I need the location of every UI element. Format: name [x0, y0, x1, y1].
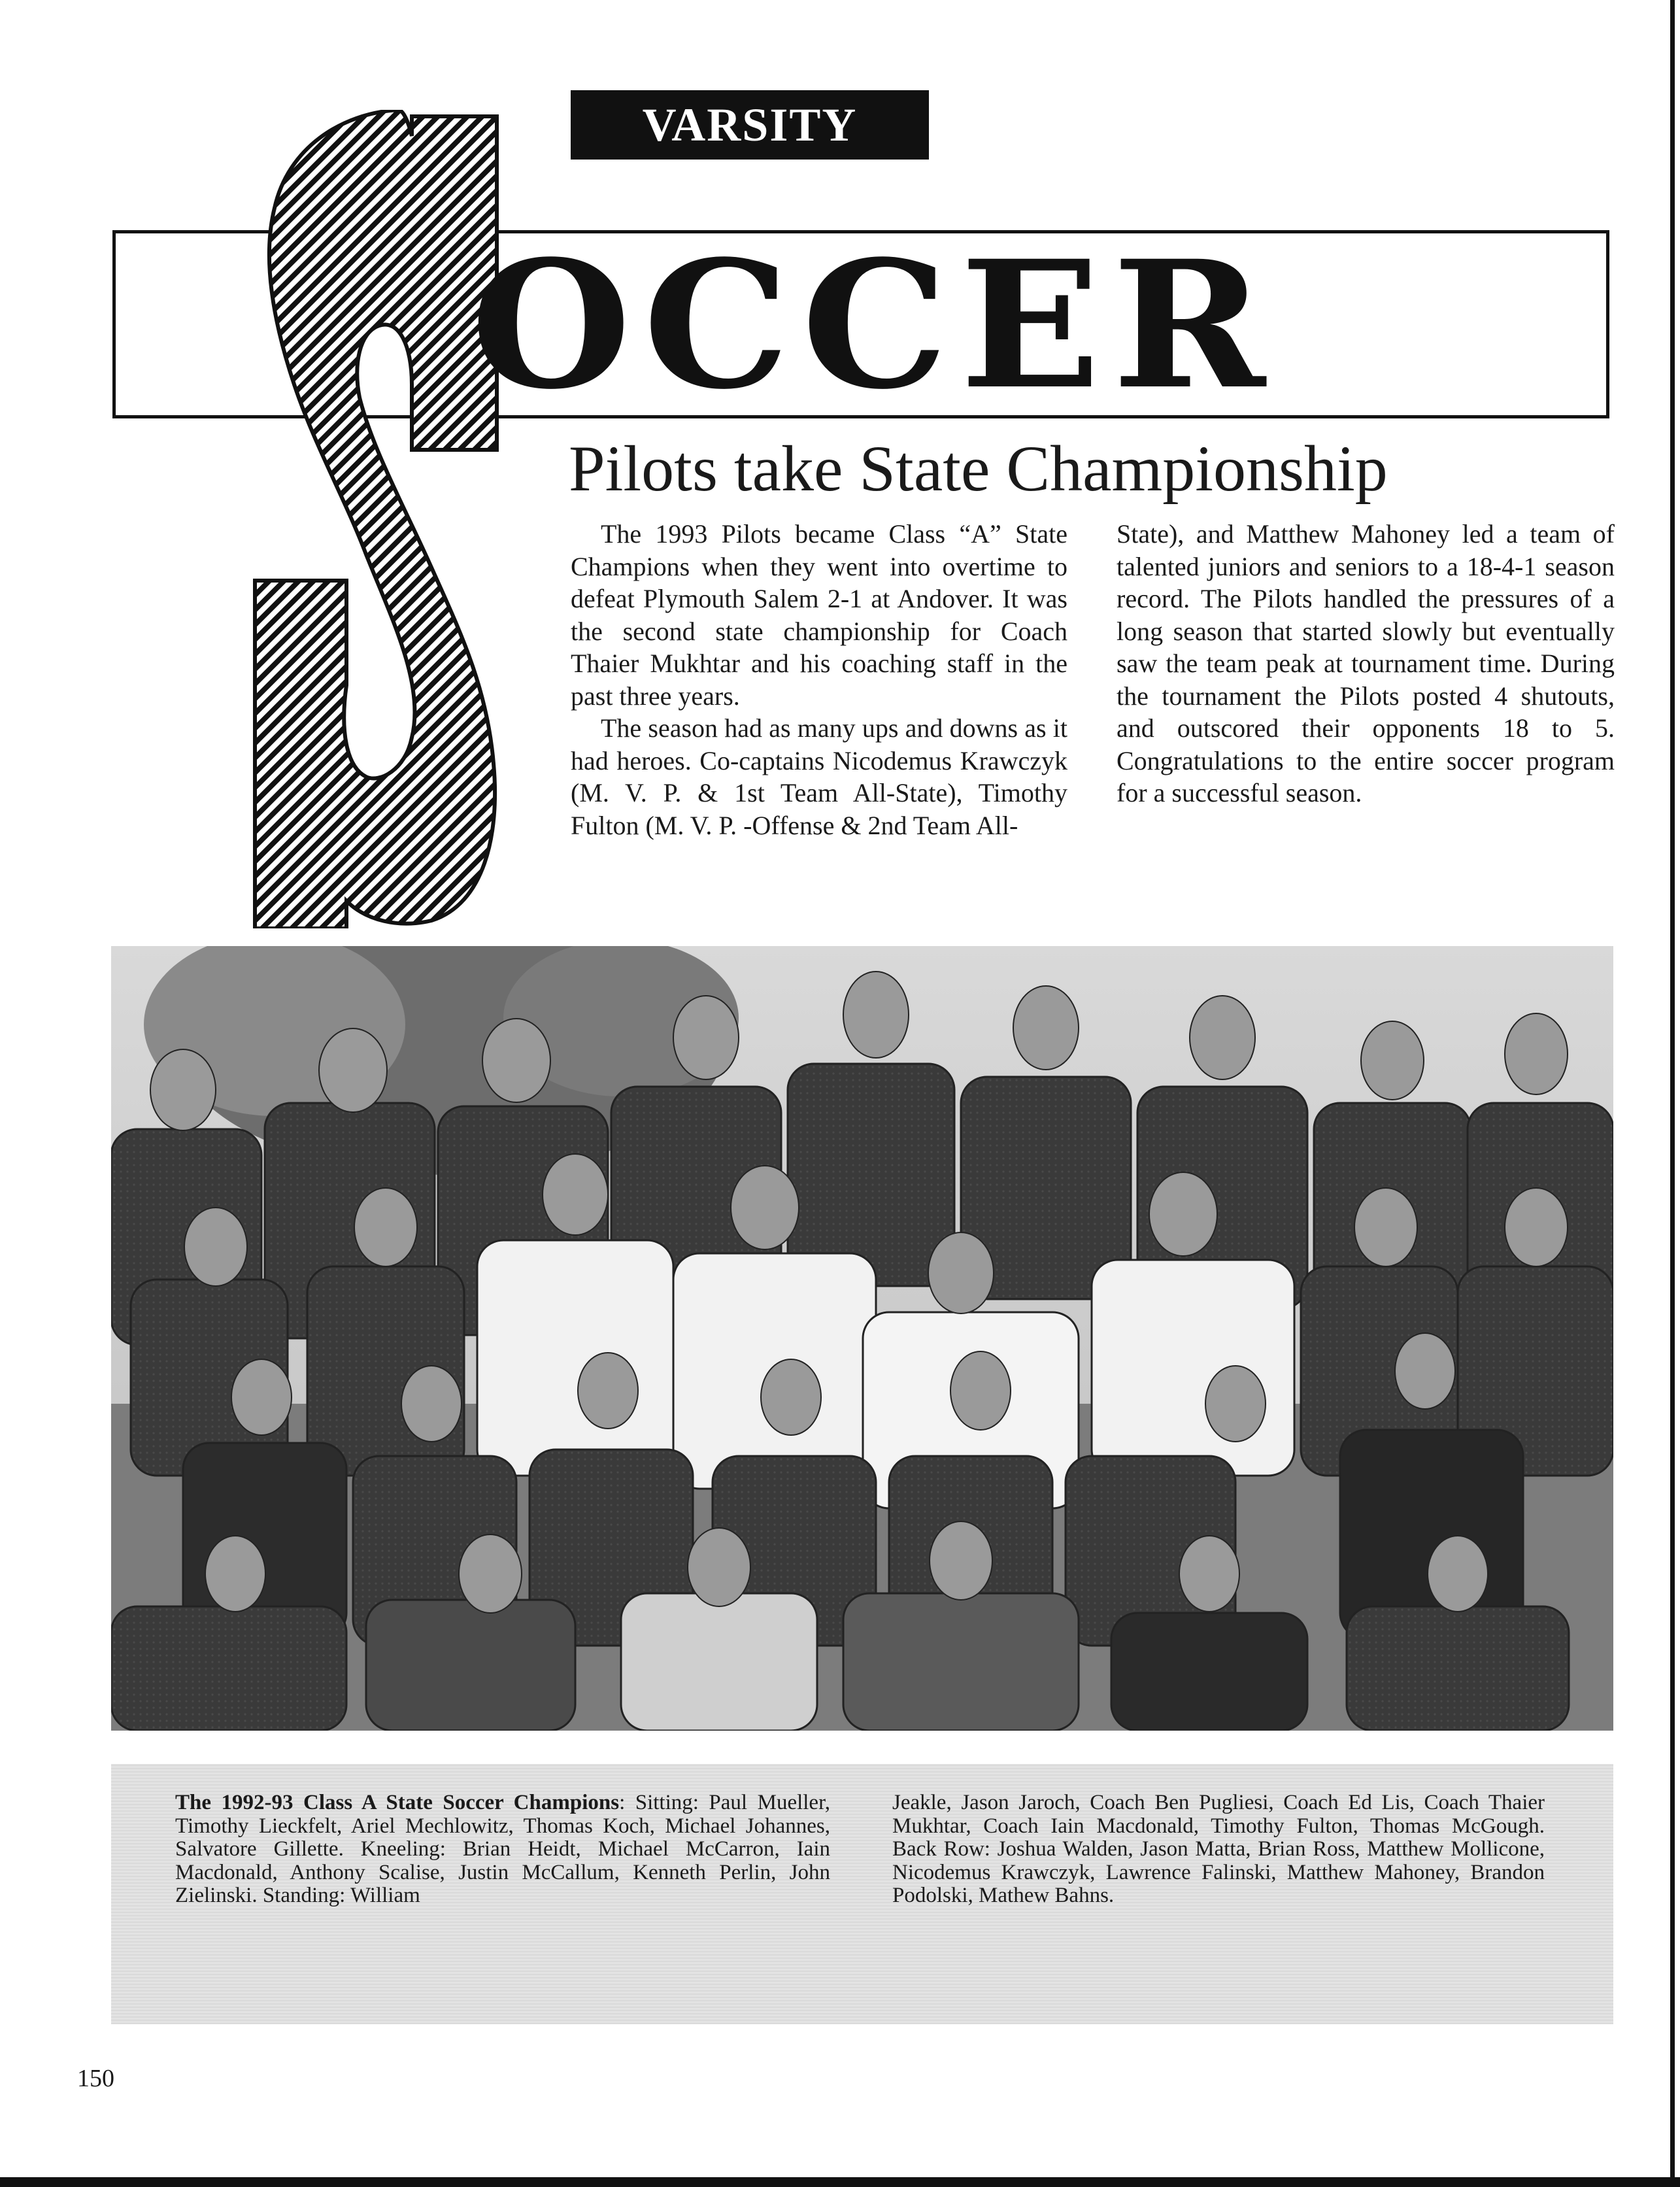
decorative-initial-s	[248, 110, 503, 928]
article-headline: Pilots take State Championship	[569, 432, 1388, 505]
varsity-banner: VARSITY	[571, 90, 929, 160]
article-column-left	[571, 518, 1067, 841]
photo-caption-left	[175, 1791, 830, 1908]
page-number: 150	[77, 2065, 114, 2092]
team-photo	[111, 946, 1613, 1731]
article-paragraph: The 1993 Pilots became Class “A” State Champions when they went into overtime to defeat Plymouth Salem 2-1 at Andover. It was the second state championship for Coach Thaier Mukhtar and his coaching staff in the past three years.	[571, 519, 1067, 711]
page-edge-bottom	[0, 2177, 1680, 2187]
photo-caption-right: Jeakle, Jason Jaroch, Coach Ben Pugliesi, Coach Ed Lis, Coach Thaier Mukhtar, Coach Iain Macdonald, Timothy Fulton, Thomas McGough. Back Row: Joshua Walden, Jason Matta, Brian Ross, Matthew Mollicone, Nicodemus Krawczyk, Lawrence Falinski, Matthew Mahoney, Brandon Podolski, Mathew Bahns.	[892, 1791, 1545, 1907]
caption-text: : Sitting: Paul Mueller, Timothy Lieckfelt, Ariel Mechlowitz, Thomas Koch, Michael Johannes, Salvatore Gillette. Kneeling: Brian Heidt, Michael McCarron, Iain Macdonald, Anthony Scalise, Justin McCallum, Kenneth Perlin, John Zielinski. Standing: William	[175, 1791, 830, 1907]
page-edge-right	[1670, 0, 1675, 2187]
article-paragraph: State), and Matthew Mahoney led a team of talented juniors and seniors to a 18-4-1 season record. The Pilots handled the pressures of a long season that started slowly but eventually saw the team peak at tournament time. During the tournament the Pilots posted 4 shutouts, and outscored their opponents 18 to 5. Congratulations to the entire soccer program for a successful season.	[1117, 519, 1615, 807]
article-column-right	[1117, 518, 1615, 809]
caption-lead: The 1992-93 Class A State Soccer Champions	[175, 1791, 620, 1814]
title-occer: OCCER	[471, 222, 1277, 428]
article-paragraph: The season had as many ups and downs as it had heroes. Co-captains Nicodemus Krawczyk (M. V. P. & 1st Team All-State), Timothy Fulton (M. V. P. -Offense & 2nd Team All-	[571, 713, 1067, 840]
